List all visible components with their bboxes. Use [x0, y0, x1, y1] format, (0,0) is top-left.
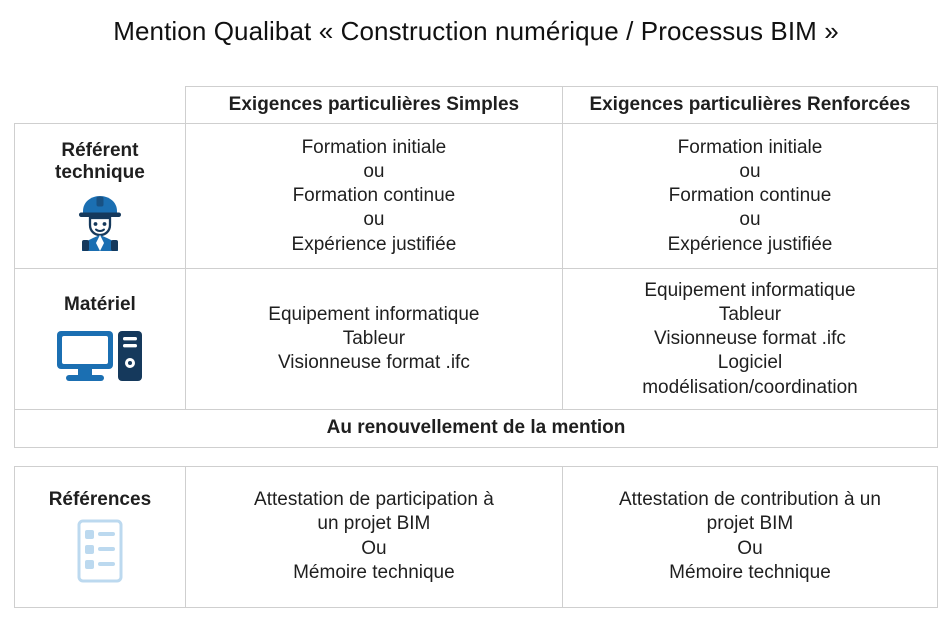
cell-line: projet BIM: [706, 513, 794, 535]
cell-line: Mémoire technique: [669, 561, 831, 583]
cell-line: Logiciel: [717, 352, 783, 374]
checklist-document-icon: [23, 518, 177, 584]
cell-line: Formation continue: [292, 185, 456, 207]
table-corner-cell: [15, 87, 186, 124]
requirements-table-wrapper: [14, 86, 938, 608]
cell-line: Attestation de participation à: [254, 489, 494, 510]
column-header-simple-line2: Simples: [446, 94, 520, 115]
cell-materiel-renforcees: [562, 269, 937, 410]
cell-line: Mémoire technique: [293, 561, 455, 583]
row-label-references: [15, 466, 186, 607]
cell-line: Ou: [737, 537, 763, 559]
table-row-references: [15, 466, 938, 607]
page-title: Mention Qualibat « Construction numérique / Processus BIM »: [113, 16, 839, 46]
cell-line: Formation continue: [668, 185, 832, 207]
cell-line: Equipement informatique: [644, 279, 856, 301]
renewal-banner-text: Au renouvellement de la mention: [15, 410, 938, 447]
cell-line: Formation initiale: [677, 136, 823, 158]
column-header-renforcees-line2: Renforcées: [807, 94, 911, 115]
cell-line: ou: [739, 209, 761, 231]
row-label-referent-line1: Référent: [61, 139, 139, 161]
cell-references-simple: [185, 466, 562, 607]
column-header-renforcees: [562, 87, 937, 124]
cell-line: ou: [363, 209, 385, 231]
renewal-banner-row: [15, 410, 938, 447]
cell-line: Tableur: [342, 328, 406, 350]
table-header-row: [15, 87, 938, 124]
row-label-materiel: [15, 269, 186, 410]
cell-line: Equipement informatique: [268, 303, 480, 325]
column-header-simple: [185, 87, 562, 124]
cell-line: Visionneuse format .ifc: [654, 328, 846, 350]
cell-line: Expérience justifiée: [291, 233, 457, 255]
cell-referent-renforcees: [562, 124, 937, 269]
row-label-referent-technique: [15, 124, 186, 269]
row-label-materiel-line1: Matériel: [64, 293, 136, 315]
worker-helmet-icon: [23, 191, 177, 253]
table-row-referent-technique: [15, 124, 938, 269]
column-header-simple-line1: Exigences particulières: [228, 94, 441, 115]
row-label-references-line1: Références: [48, 489, 152, 511]
cell-line: un projet BIM: [317, 513, 431, 535]
table-spacer-cell: [15, 447, 938, 466]
cell-line: ou: [363, 160, 385, 182]
cell-line: Tableur: [718, 303, 782, 325]
cell-line: Expérience justifiée: [667, 233, 833, 255]
cell-line: Visionneuse format .ifc: [277, 352, 470, 374]
cell-referent-simple: [185, 124, 562, 269]
cell-line: Ou: [361, 537, 387, 559]
cell-line: ou: [739, 160, 761, 182]
requirements-table: [14, 86, 938, 608]
table-row-materiel: [15, 269, 938, 410]
cell-references-renforcees: [562, 466, 937, 607]
row-label-referent-line2: technique: [55, 162, 145, 184]
computer-desktop-icon: [23, 323, 177, 385]
column-header-renforcees-line1: Exigences particulières: [589, 94, 802, 115]
cell-line: modélisation/coordination: [642, 376, 858, 398]
cell-line: Formation initiale: [301, 136, 447, 158]
table-spacer-row: [15, 447, 938, 466]
cell-line: Attestation de contribution à un: [618, 489, 881, 510]
cell-materiel-simple: [185, 269, 562, 410]
